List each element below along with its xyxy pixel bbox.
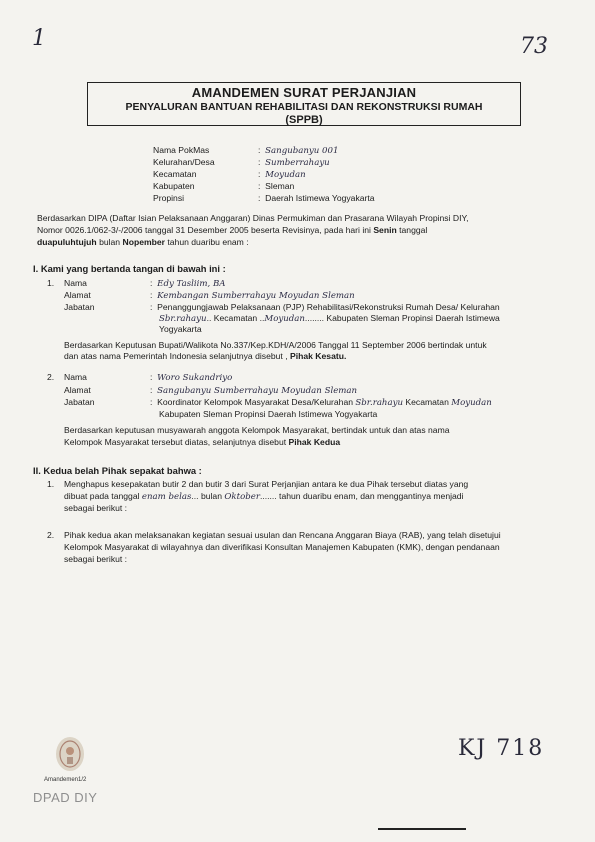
bottom-rule [378, 828, 466, 830]
party-1-position-row: Jabatan : Penanggungjawab Pelaksanaan (PJP) Rehabilitasi/Rekonstruksi Rumah Desa/ Kelurahan [64, 302, 500, 312]
party-2-address: Sangubanyu Sumberrahayu Moyudan Sleman [157, 386, 358, 396]
info-row: Kabupaten : Sleman [153, 181, 295, 191]
party-2-address-row: Alamat : Sangubanyu Sumberrahayu Moyudan Sleman [64, 385, 358, 396]
party-2-designation: Pihak Kedua [288, 437, 341, 447]
party-2-position-row: Jabatan : Koordinator Kelompok Masyarakat Desa/Kelurahan Sbr.rahayu Kecamatan Moyudan [64, 397, 492, 408]
party-1-position-line-2 [159, 313, 500, 325]
item-1-line-1 [47, 479, 468, 490]
handwritten-day: enam belas [141, 492, 192, 502]
corner-mark: 1 [32, 26, 46, 51]
party-label: Jabatan [64, 302, 95, 312]
item-2-line-3: sebagai berikut : [64, 554, 128, 564]
info-row: Nama PokMas : Sangubanyu 001 [153, 145, 339, 156]
basis-text: Kelompok Masyarakat tersebut diatas, selanjutnya disebut [64, 437, 287, 447]
info-value: Daerah Istimewa Yogyakarta [265, 193, 375, 203]
party-1-address-row: Alamat : Kembangan Sumberrahayu Moyudan Sleman [64, 290, 355, 301]
item-2-line-1 [47, 530, 501, 541]
info-label: Kelurahan/Desa [153, 157, 215, 167]
position-text: .. Kecamatan .. [206, 313, 265, 323]
item-text: ....... tahun duaribu enam, dan menggantinya menjadi [259, 491, 464, 501]
party-label: Alamat [64, 290, 91, 300]
item-2-line-2: Kelompok Masyarakat di wilayahnya dan diverifikasi Konsultan Manajemen Kabupaten (KMK), dengan pendanaan [64, 542, 500, 552]
handwritten-district: Moyudan [264, 314, 305, 324]
party-2-position-line-2: Kabupaten Sleman Propinsi Daerah Istimewa Yogyakarta [159, 409, 378, 419]
item-number: 2. [47, 530, 55, 540]
section-2-heading: II. Kedua belah Pihak sepakat bahwa : [33, 465, 202, 476]
party-1-position-line-3: Yogyakarta [159, 324, 202, 334]
info-row: Kecamatan : Moyudan [153, 169, 306, 180]
info-row: Propinsi : Daerah Istimewa Yogyakarta [153, 193, 375, 203]
party-2-basis-line-1: Berdasarkan keputusan musyawarah anggota Kelompok Masyarakat, bertindak untuk dan atas nama [64, 425, 450, 435]
title-line-3: (SPPB) [285, 114, 323, 126]
title-line-2: PENYALURAN BANTUAN REHABILITASI DAN REKONSTRUKSI RUMAH [125, 101, 483, 113]
party-label: Jabatan [64, 397, 95, 407]
info-value: Sleman [265, 181, 295, 191]
info-value: Sumberrahayu [265, 158, 330, 168]
intro-text: tanggal [399, 225, 428, 235]
party-1-position: Penanggungjawab Pelaksanaan (PJP) Rehabilitasi/Rekonstruksi Rumah Desa/ Kelurahan [157, 302, 500, 312]
info-row: Kelurahan/Desa : Sumberrahayu [153, 157, 330, 168]
regional-seal-icon [52, 734, 88, 774]
party-1-basis-line-2 [64, 351, 346, 362]
party-1-name: Edy Tasliim, BA [157, 279, 226, 289]
party-2-basis-line-2 [64, 437, 340, 448]
info-label: Propinsi [153, 193, 185, 203]
info-label: Nama PokMas [153, 145, 210, 155]
party-1-address: Kembangan Sumberrahayu Moyudan Sleman [157, 291, 355, 301]
archive-code-handwritten: KJ 718 [458, 736, 545, 761]
title-box [87, 82, 521, 126]
item-number: 1. [47, 479, 55, 489]
party-2-name-row: 2. Nama : Woro Sukandriyo [47, 372, 233, 383]
watermark: DPAD DIY [33, 790, 98, 805]
party-number: 2. [47, 372, 55, 382]
party-label: Nama [64, 278, 87, 288]
party-2-position: Koordinator Kelompok Masyarakat Desa/Kelurahan [157, 397, 354, 407]
info-value: Moyudan [265, 170, 306, 180]
item-text: ... bulan [191, 491, 222, 501]
intro-text: tahun duaribu enam : [167, 237, 249, 247]
intro-text: bulan [99, 237, 121, 247]
intro-text: Nomor 0026.1/062-3/-/2006 tanggal 31 Desember 2005 beserta Revisinya, pada hari ini [37, 225, 371, 235]
party-number: 1. [47, 278, 55, 288]
info-label: Kabupaten [153, 181, 195, 191]
handwritten-village: Sbr.rahayu [355, 398, 403, 408]
party-1-designation: Pihak Kesatu. [289, 351, 347, 361]
item-text: Pihak kedua akan melaksanakan kegiatan sesuai usulan dan Rencana Anggaran Biaya (RAB), yang telah disetujui [64, 530, 501, 540]
basis-text: dan atas nama Pemerintah Indonesia selanjutnya disebut , [64, 351, 288, 361]
handwritten-village: Sbr.rahayu [159, 314, 207, 324]
info-value: Sangubanyu 001 [265, 146, 339, 156]
intro-date: duapuluhtujuh [37, 237, 97, 247]
party-label: Alamat [64, 385, 91, 395]
item-1-line-2 [64, 491, 463, 503]
info-label: Kecamatan [153, 169, 197, 179]
intro-month: Nopember [122, 237, 165, 247]
title-line-1: AMANDEMEN SURAT PERJANJIAN [191, 85, 417, 100]
footer-page-label: Amandemen1/2 [44, 777, 87, 783]
party-2-name: Woro Sukandriyo [157, 373, 233, 383]
item-text: dibuat pada tanggal [64, 491, 140, 501]
party-label: Nama [64, 372, 87, 382]
page-number-handwritten: 73 [520, 34, 548, 59]
intro-line-1: Berdasarkan DIPA (Daftar Isian Pelaksanaan Anggaran) Dinas Permukiman dan Prasarana Wilayah Propinsi DIY, [37, 213, 469, 223]
item-text: Menghapus kesepakatan butir 2 dan butir 3 dari Surat Perjanjian antara ke dua Pihak tersebut diatas yang [64, 479, 469, 489]
position-text: ........ Kabupaten Sleman Propinsi Daerah Istimewa [304, 313, 500, 323]
intro-day: Senin [373, 225, 397, 235]
position-text: Kecamatan [405, 397, 449, 407]
handwritten-district: Moyudan [451, 398, 492, 408]
party-1-name-row: 1. Nama : Edy Tasliim, BA [47, 278, 226, 289]
item-1-line-3: sebagai berikut : [64, 503, 128, 513]
intro-line-2 [37, 225, 427, 236]
handwritten-month: Oktober [224, 492, 260, 502]
intro-line-3 [37, 237, 249, 248]
section-1-heading: I. Kami yang bertanda tangan di bawah ini : [33, 263, 226, 274]
party-1-basis-line-1: Berdasarkan Keputusan Bupati/Walikota No.337/Kep.KDH/A/2006 Tanggal 11 September 2006 bertindak untuk [64, 340, 487, 350]
